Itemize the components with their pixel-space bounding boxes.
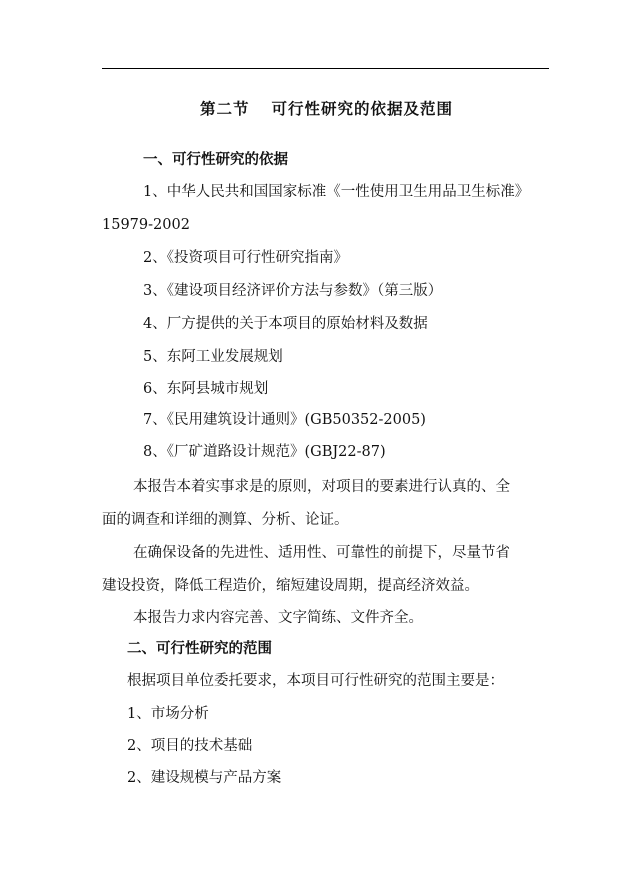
scope-item-1: 1、市场分析 — [127, 706, 209, 722]
paragraph-2-line-1: 在确保设备的先进性、适用性、可靠性的前提下，尽量节省 — [133, 545, 510, 561]
basis-item-5: 5、东阿工业发展规划 — [143, 349, 283, 365]
section-title-text: 可行性研究的依据及范围 — [271, 99, 454, 118]
paragraph-2-line-2: 建设投资，降低工程造价，缩短建设周期，提高经济效益。 — [102, 578, 479, 594]
scope-intro: 根据项目单位委托要求，本项目可行性研究的范围主要是： — [127, 673, 504, 689]
part1-heading: 一、可行性研究的依据 — [143, 151, 288, 168]
part2-heading: 二、可行性研究的范围 — [127, 640, 272, 657]
basis-item-1-cont: 15979-2002 — [102, 217, 190, 233]
paragraph-3: 本报告力求内容完善、文字简练、文件齐全。 — [133, 610, 423, 626]
basis-item-7: 7、《民用建筑设计通则》(GB50352-2005) — [143, 412, 426, 428]
scope-item-2: 2、项目的技术基础 — [127, 738, 253, 754]
header-rule — [102, 68, 549, 69]
paragraph-1-line-2: 面的调查和详细的测算、分析、论证。 — [102, 512, 349, 528]
basis-item-8: 8、《厂矿道路设计规范》(GBJ22-87) — [143, 444, 386, 460]
paragraph-1-line-1: 本报告本着实事求是的原则，对项目的要素进行认真的、全 — [133, 479, 510, 495]
basis-item-3: 3、《建设项目经济评价方法与参数》（第三版） — [143, 283, 443, 299]
scope-item-3: 2、建设规模与产品方案 — [127, 770, 282, 786]
basis-item-1: 1、中华人民共和国国家标准《一性使用卫生用品卫生标准》 — [143, 184, 530, 200]
section-title — [200, 99, 453, 119]
section-number: 第二节 — [200, 99, 250, 118]
basis-item-2: 2、《投资项目可行性研究指南》 — [143, 250, 348, 266]
basis-item-6: 6、东阿县城市规划 — [143, 381, 269, 397]
basis-item-4: 4、厂方提供的关于本项目的原始材料及数据 — [143, 316, 428, 332]
